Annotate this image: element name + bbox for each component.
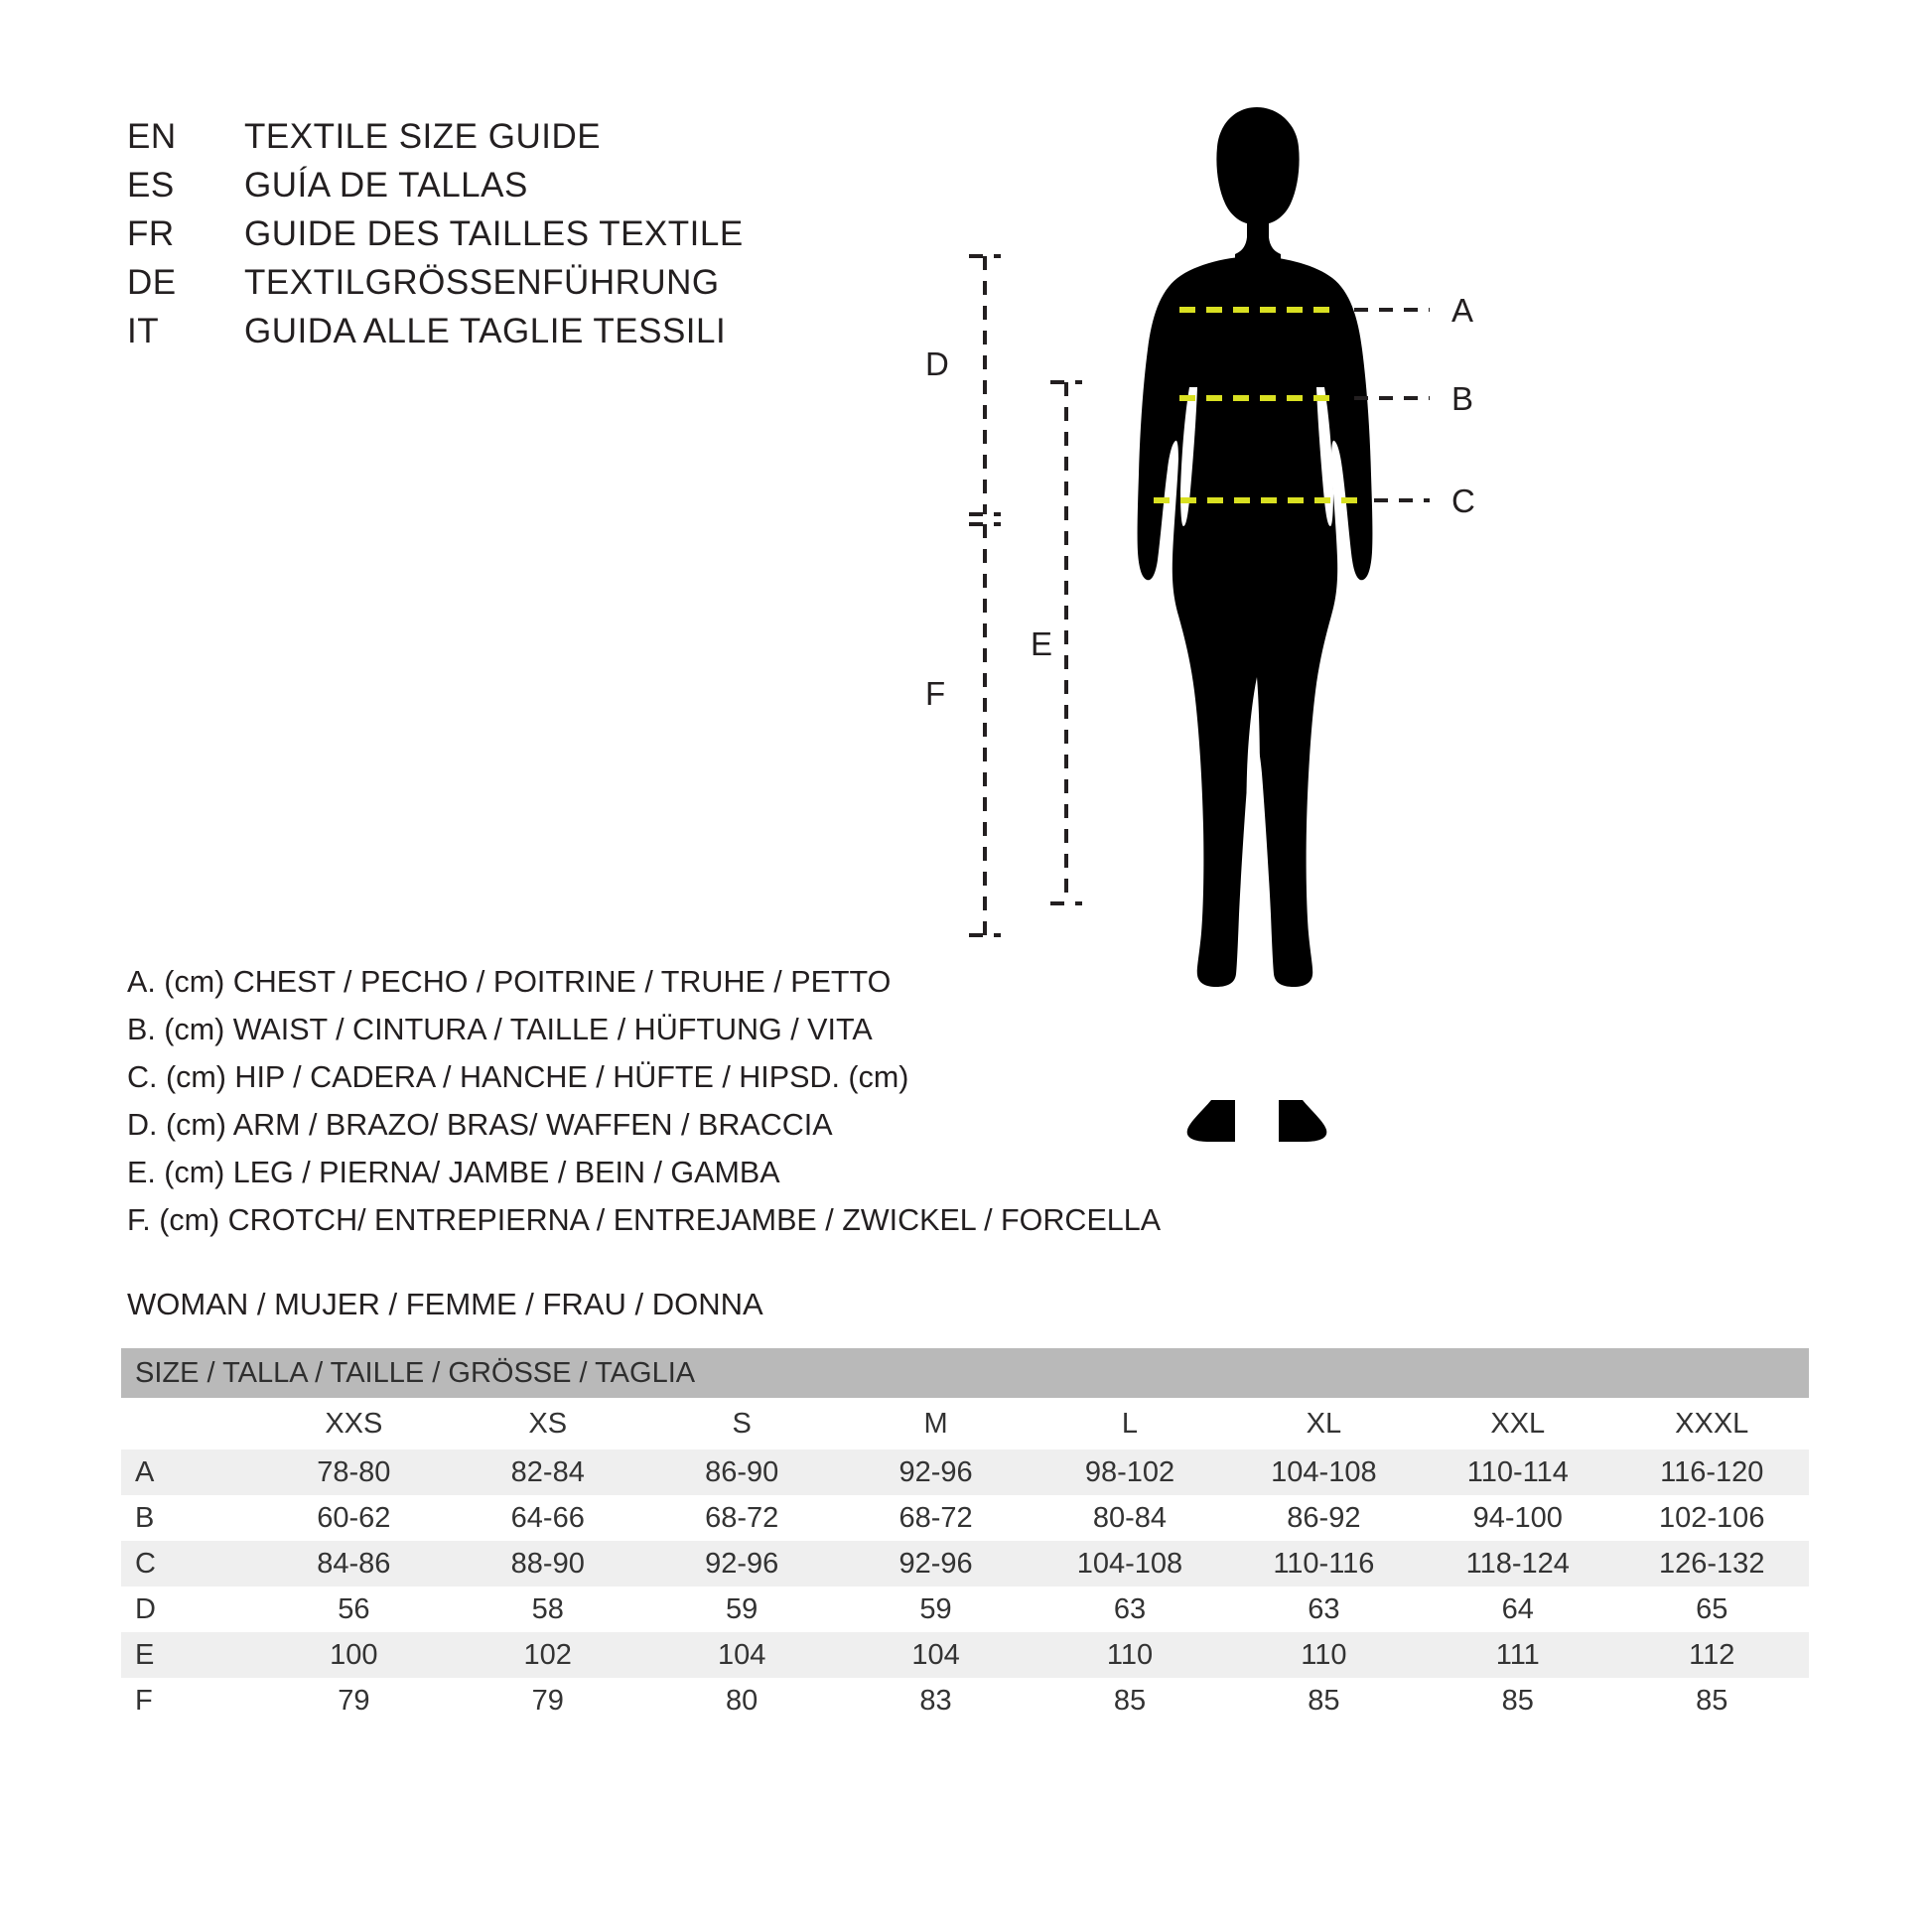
col-header-xl: XL	[1227, 1398, 1421, 1449]
col-header-xxxl: XXXL	[1614, 1398, 1809, 1449]
cell-b-s: 68-72	[644, 1495, 838, 1541]
legend-item-b: B. (cm) WAIST / CINTURA / TAILLE / HÜFTUNG / VITA	[127, 1013, 873, 1046]
legend-item-d: D. (cm) ARM / BRAZO/ BRAS/ WAFFEN / BRACCIA	[127, 1108, 833, 1142]
title-lang-it: IT	[127, 312, 160, 350]
title-row	[127, 117, 941, 166]
cell-f-l: 85	[1033, 1678, 1226, 1724]
cell-d-xxs: 56	[257, 1586, 451, 1632]
cell-e-xxs: 100	[257, 1632, 451, 1678]
table-row	[121, 1541, 1809, 1586]
cell-d-m: 59	[839, 1586, 1033, 1632]
cell-c-l: 104-108	[1033, 1541, 1226, 1586]
title-text-es: GUÍA DE TALLAS	[244, 166, 528, 205]
cell-b-xxs: 60-62	[257, 1495, 451, 1541]
dim-label-a: A	[1451, 292, 1474, 329]
table-columns-row	[121, 1398, 1809, 1449]
row-label-f: F	[121, 1678, 257, 1724]
legend-item-c: C. (cm) HIP / CADERA / HANCHE / HÜFTE / HIPSD. (cm)	[127, 1060, 909, 1094]
cell-a-xxxl: 116-120	[1614, 1449, 1809, 1495]
title-row	[127, 312, 941, 360]
dim-bracket-d	[969, 256, 1001, 514]
title-block	[127, 117, 941, 360]
table-corner-cell	[121, 1398, 257, 1449]
row-label-c: C	[121, 1541, 257, 1586]
cell-a-s: 86-90	[644, 1449, 838, 1495]
cell-a-xxl: 110-114	[1421, 1449, 1614, 1495]
measurement-diagram	[925, 60, 1886, 1271]
cell-f-xxxl: 85	[1614, 1678, 1809, 1724]
col-header-xxl: XXL	[1421, 1398, 1614, 1449]
title-text-fr: GUIDE DES TAILLES TEXTILE	[244, 214, 744, 253]
title-row	[127, 263, 941, 312]
cell-d-xxl: 64	[1421, 1586, 1614, 1632]
title-text-en: TEXTILE SIZE GUIDE	[244, 117, 602, 156]
cell-e-m: 104	[839, 1632, 1033, 1678]
title-row	[127, 214, 941, 263]
dim-bracket-f	[969, 524, 1001, 935]
cell-b-xl: 86-92	[1227, 1495, 1421, 1541]
cell-e-xs: 102	[451, 1632, 644, 1678]
gender-caption: WOMAN / MUJER / FEMME / FRAU / DONNA	[127, 1287, 763, 1321]
cell-f-xxl: 85	[1421, 1678, 1614, 1724]
table-row	[121, 1586, 1809, 1632]
dim-label-e: E	[1031, 625, 1053, 662]
legend-block	[127, 958, 1179, 1244]
dim-label-c: C	[1451, 483, 1475, 519]
row-label-b: B	[121, 1495, 257, 1541]
cell-a-xxs: 78-80	[257, 1449, 451, 1495]
title-text-it: GUIDA ALLE TAGLIE TESSILI	[244, 312, 727, 350]
table-row	[121, 1495, 1809, 1541]
dim-label-b: B	[1451, 380, 1474, 417]
legend-item-e: E. (cm) LEG / PIERNA/ JAMBE / BEIN / GAMBA	[127, 1156, 780, 1189]
cell-f-s: 80	[644, 1678, 838, 1724]
cell-d-l: 63	[1033, 1586, 1226, 1632]
cell-b-l: 80-84	[1033, 1495, 1226, 1541]
cell-d-xs: 58	[451, 1586, 644, 1632]
table-row	[121, 1678, 1809, 1724]
cell-c-xxl: 118-124	[1421, 1541, 1614, 1586]
cell-f-m: 83	[839, 1678, 1033, 1724]
cell-b-xxl: 94-100	[1421, 1495, 1614, 1541]
cell-f-xs: 79	[451, 1678, 644, 1724]
cell-d-xl: 63	[1227, 1586, 1421, 1632]
col-header-l: L	[1033, 1398, 1226, 1449]
title-lang-en: EN	[127, 117, 177, 156]
title-text-de: TEXTILGRÖSSENFÜHRUNG	[244, 263, 720, 302]
col-header-s: S	[644, 1398, 838, 1449]
title-lang-es: ES	[127, 166, 175, 205]
cell-a-xl: 104-108	[1227, 1449, 1421, 1495]
cell-e-l: 110	[1033, 1632, 1226, 1678]
row-label-a: A	[121, 1449, 257, 1495]
table-row	[121, 1449, 1809, 1495]
cell-e-xxxl: 112	[1614, 1632, 1809, 1678]
cell-c-xxxl: 126-132	[1614, 1541, 1809, 1586]
cell-c-s: 92-96	[644, 1541, 838, 1586]
table-header-label: SIZE / TALLA / TAILLE / GRÖSSE / TAGLIA	[121, 1348, 1809, 1398]
cell-e-xxl: 111	[1421, 1632, 1614, 1678]
cell-b-m: 68-72	[839, 1495, 1033, 1541]
cell-f-xxs: 79	[257, 1678, 451, 1724]
row-label-d: D	[121, 1586, 257, 1632]
cell-c-xs: 88-90	[451, 1541, 644, 1586]
col-header-xs: XS	[451, 1398, 644, 1449]
dim-bracket-e	[1050, 382, 1082, 903]
title-lang-fr: FR	[127, 214, 175, 253]
cell-d-xxxl: 65	[1614, 1586, 1809, 1632]
table-header-row	[121, 1348, 1809, 1398]
cell-a-m: 92-96	[839, 1449, 1033, 1495]
size-table	[121, 1348, 1809, 1724]
col-header-xxs: XXS	[257, 1398, 451, 1449]
cell-b-xs: 64-66	[451, 1495, 644, 1541]
dim-label-f: F	[925, 675, 946, 712]
cell-a-l: 98-102	[1033, 1449, 1226, 1495]
dim-label-d: D	[925, 345, 949, 382]
cell-c-xl: 110-116	[1227, 1541, 1421, 1586]
cell-f-xl: 85	[1227, 1678, 1421, 1724]
title-lang-de: DE	[127, 263, 177, 302]
cell-a-xs: 82-84	[451, 1449, 644, 1495]
row-label-e: E	[121, 1632, 257, 1678]
cell-c-m: 92-96	[839, 1541, 1033, 1586]
cell-c-xxs: 84-86	[257, 1541, 451, 1586]
table-row	[121, 1632, 1809, 1678]
col-header-m: M	[839, 1398, 1033, 1449]
title-row	[127, 166, 941, 214]
cell-d-s: 59	[644, 1586, 838, 1632]
cell-e-xl: 110	[1227, 1632, 1421, 1678]
cell-b-xxxl: 102-106	[1614, 1495, 1809, 1541]
legend-item-f: F. (cm) CROTCH/ ENTREPIERNA / ENTREJAMBE / ZWICKEL / FORCELLA	[127, 1203, 1162, 1237]
legend-item-a: A. (cm) CHEST / PECHO / POITRINE / TRUHE / PETTO	[127, 965, 892, 999]
cell-e-s: 104	[644, 1632, 838, 1678]
